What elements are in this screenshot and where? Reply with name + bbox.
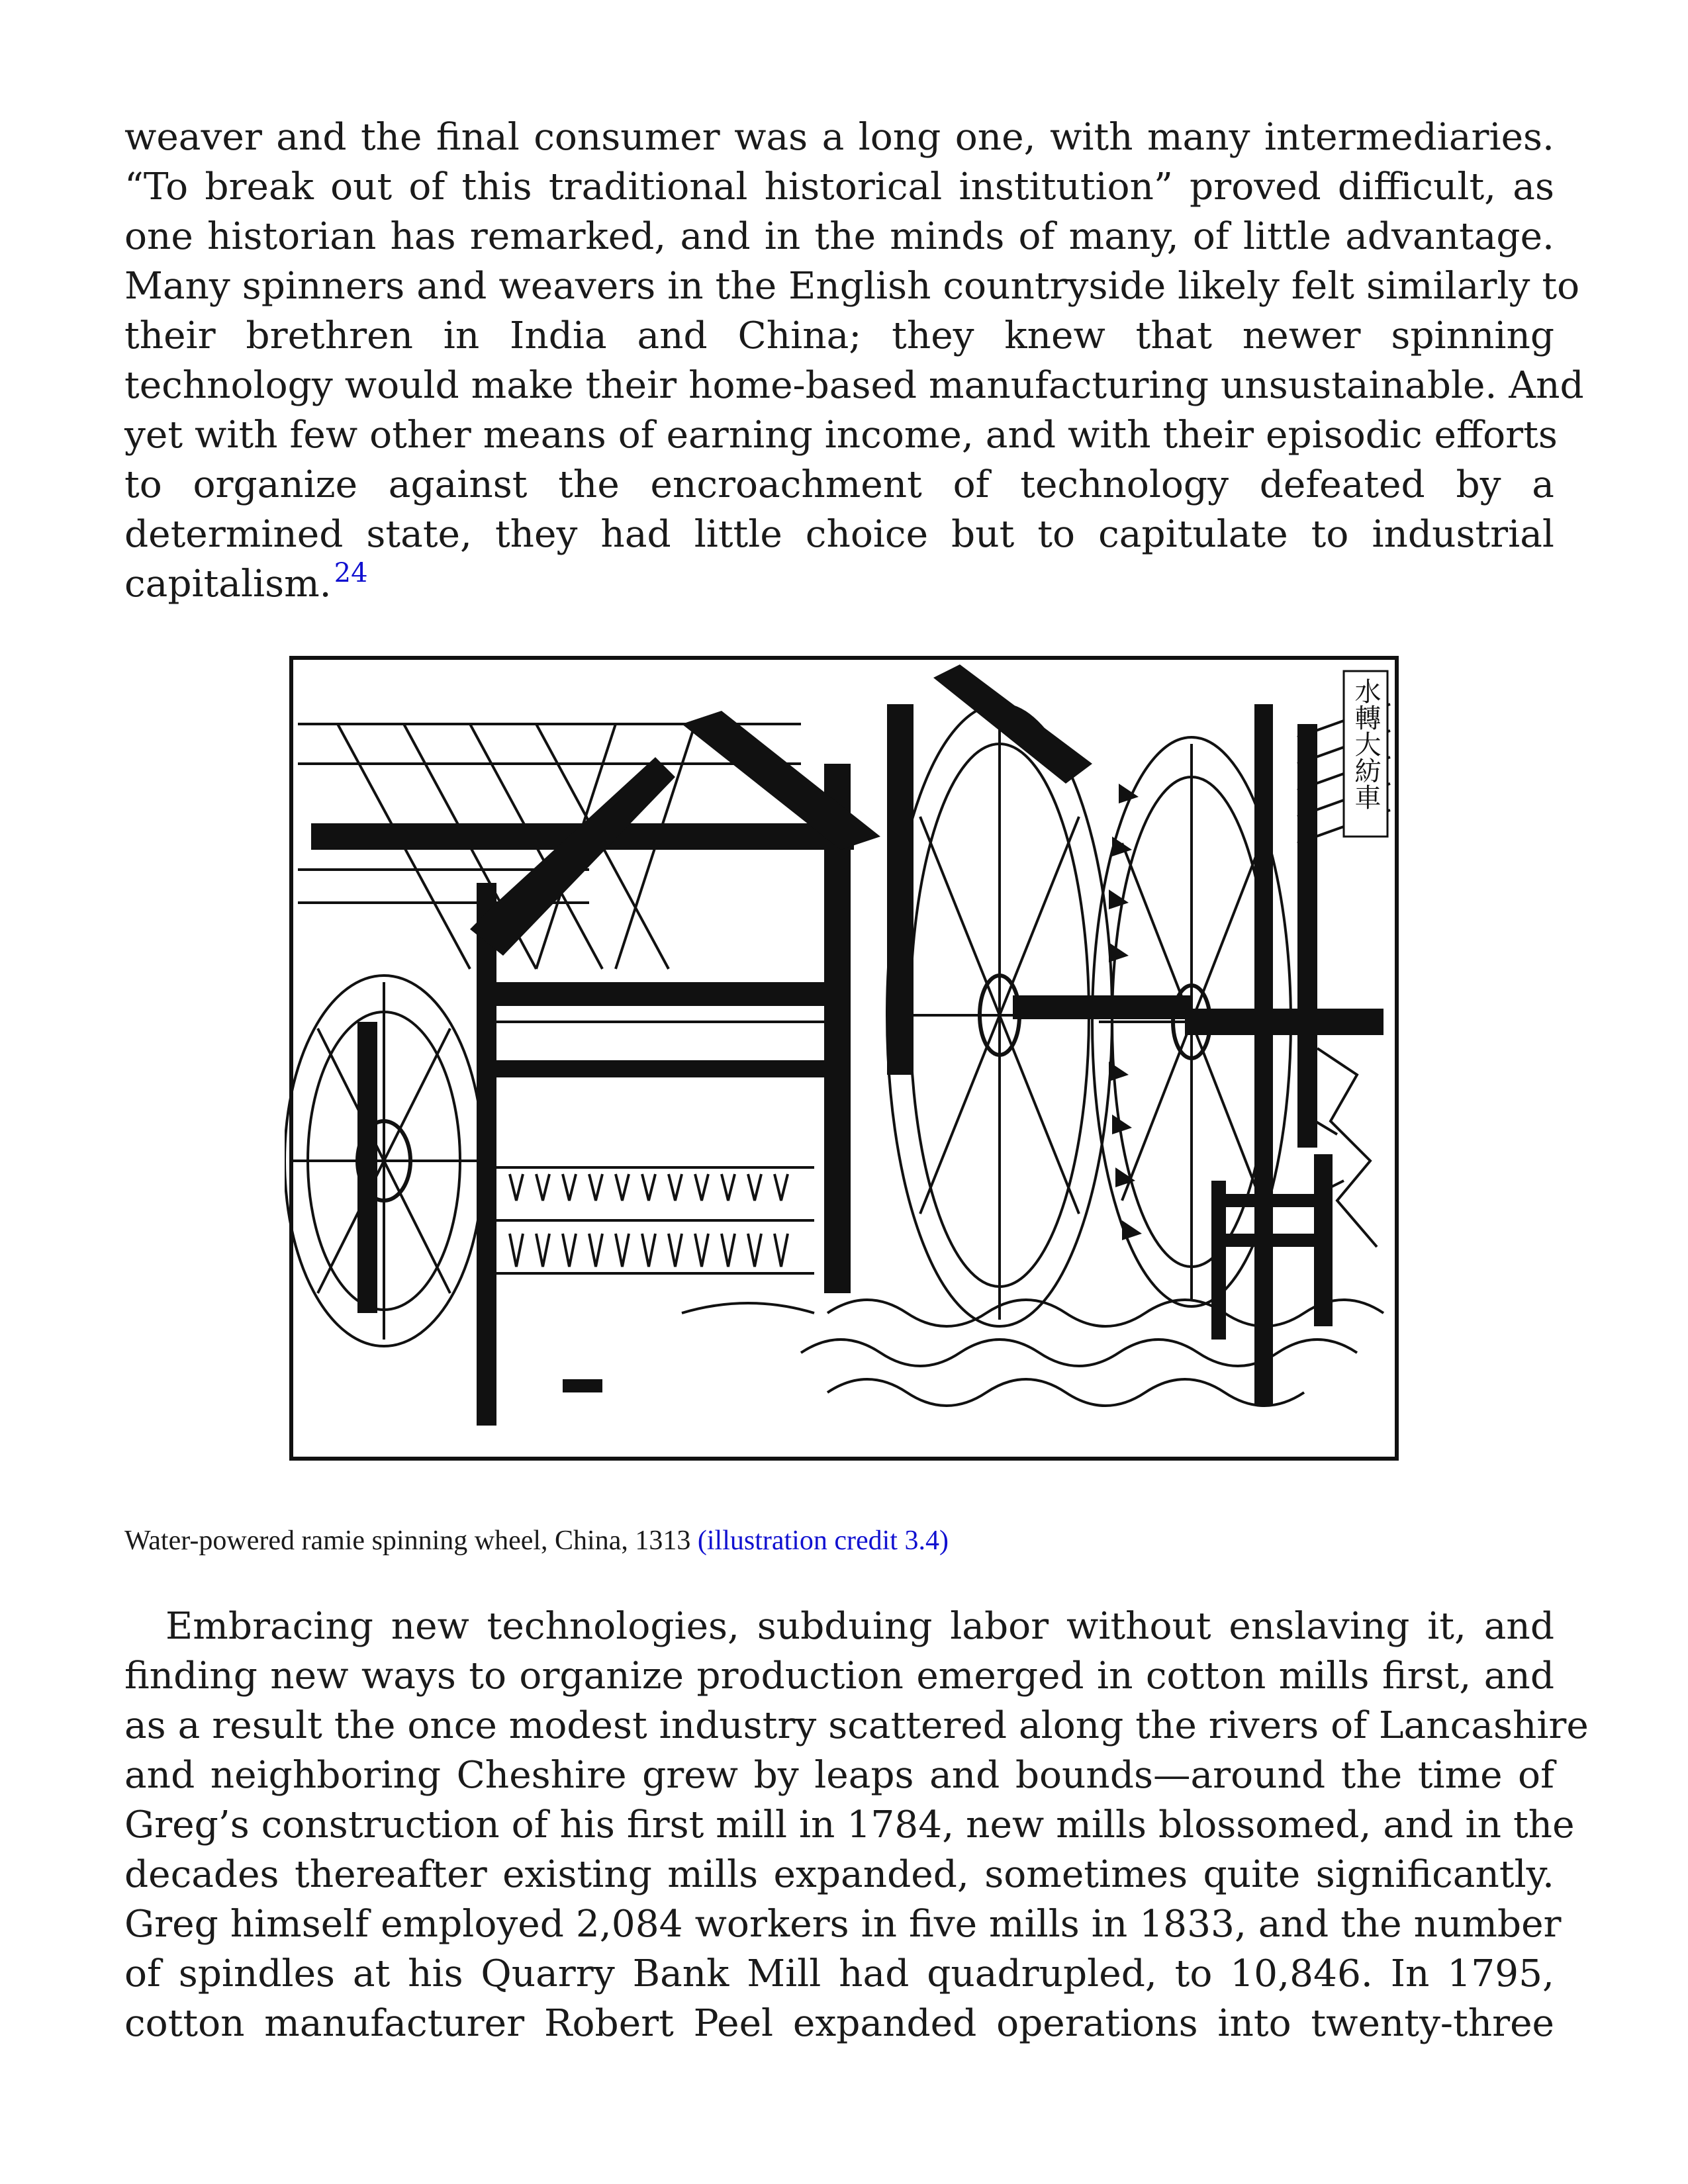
- caption-text: Water-powered ramie spinning wheel, China, 1313: [124, 1525, 691, 1556]
- text-line: Embracing new technologies, subduing labor without enslaving it, and: [165, 1605, 1554, 1648]
- paragraph-2: [124, 1602, 1589, 2048]
- text-line: Many spinners and weavers in the English countryside likely felt similarly to: [124, 265, 1580, 308]
- illustration-water-powered-spinning-wheel: [285, 651, 1403, 1465]
- text-line: and neighboring Cheshire grew by leaps and bounds—around the time of: [124, 1754, 1554, 1797]
- paragraph-1: [124, 113, 1584, 609]
- text-line: Greg’s construction of his first mill in 1784, new mills blossomed, and in the: [124, 1803, 1575, 1846]
- text-line: capitalism.: [124, 563, 332, 606]
- text-line: finding new ways to organize production emerged in cotton mills first, and: [124, 1655, 1554, 1698]
- footnote-link[interactable]: 24: [334, 558, 368, 588]
- text-line: their brethren in India and China; they knew that newer spinning: [124, 314, 1554, 357]
- figure-caption: [124, 1522, 949, 1559]
- text-line: yet with few other means of earning income, and with their episodic efforts: [124, 414, 1558, 457]
- text-line: decades thereafter existing mills expanded, sometimes quite significantly.: [124, 1853, 1554, 1896]
- illustration-inscription: 水轉大紡車: [1350, 678, 1381, 810]
- illustration-drawing: [285, 651, 1403, 1465]
- text-line-last: [124, 559, 1554, 609]
- text-line: as a result the once modest industry scattered along the rivers of Lancashire: [124, 1704, 1589, 1747]
- text-line: cotton manufacturer Robert Peel expanded operations into twenty-three: [124, 2002, 1554, 2045]
- text-line: one historian has remarked, and in the minds of many, of little advantage.: [124, 215, 1554, 258]
- text-line: technology would make their home-based manufacturing unsustainable. And: [124, 364, 1584, 407]
- text-line: determined state, they had little choice but to capitulate to industrial: [124, 513, 1554, 556]
- text-line: weaver and the final consumer was a long one, with many intermediaries.: [124, 116, 1554, 159]
- text-line: “To break out of this traditional historical institution” proved difficult, as: [124, 165, 1554, 208]
- text-line: of spindles at his Quarry Bank Mill had quadrupled, to 10,846. In 1795,: [124, 1952, 1554, 1995]
- text-line: to organize against the encroachment of technology defeated by a: [124, 463, 1554, 506]
- illustration-credit-link[interactable]: (illustration credit 3.4): [697, 1525, 949, 1556]
- text-line: Greg himself employed 2,084 workers in five mills in 1833, and the number: [124, 1903, 1562, 1946]
